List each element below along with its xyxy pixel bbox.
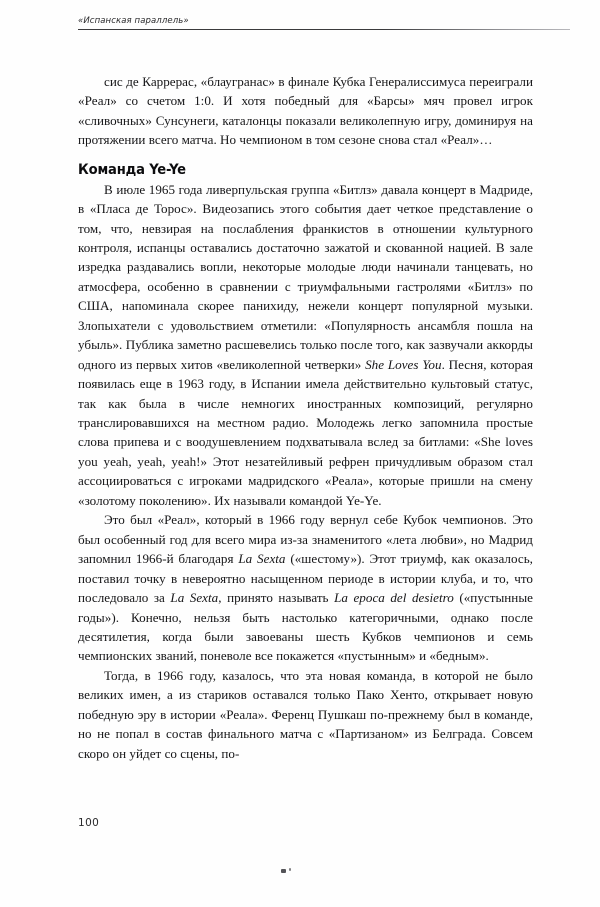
paragraph-beatles-concert [78, 180, 533, 511]
term-la-epoca-del-desierto: La epoca del desietro [334, 590, 454, 606]
page-text-block [78, 72, 533, 763]
scan-artifact-speck-secondary [289, 868, 291, 871]
term-la-sexta: La Sexta [238, 551, 286, 567]
paragraph-text-part: («пустынные годы»). Конечно, нельзя быть настолько категоричными, однако после десятилетия, когда были завоеваны шесть Кубков чемпионов и семь чемпионских званий, поневоле все покажется «пустынным» и «бедным». [78, 590, 533, 664]
song-title-she-loves-you: She Loves You [365, 356, 442, 372]
term-la-sexta-second: La Sexta [170, 590, 219, 606]
paragraph-la-sexta [78, 510, 533, 666]
paragraph-text-part: В июле 1965 года ливерпульская группа «Битлз» давала концерт в Мадриде, в «Пласа де Торос». Видеозапись этого события дает четкое представление о том, что, невзирая на послабления франкистов в отношении культурного контроля, испанцы оставались достаточно зажатой и скованной нацией. В зале изредка раздавались вопли, некоторые молодые люди начинали танцевать, но атмосфера, особенно в сравнении с триумфальными гастролями «Битлз» по США, напоминала скорее панихиду, нежели концерт популярной музыки. Злопыхатели с удовольствием отметили: «Популярность ансамбля пошла на убыль». Публика заметно расшевелись только после того, как зазвучали аккорды одного из первых хитов «великолепной четверки» [78, 181, 533, 372]
running-header [78, 16, 570, 30]
running-header-title: «Испанская параллель» [78, 16, 189, 26]
page-number: 100 [78, 817, 100, 829]
running-header-rule [78, 29, 570, 30]
paragraph-new-era: Тогда, в 1966 году, казалось, что эта новая команда, в которой не было великих имен, а из стариков оставался только Пако Хенто, открывает новую победную эру в истории «Реала». Ференц Пушкаш по-прежнему был в команде, но не попал в состав финального матча с «Партизаном» из Белграда. Совсем скоро он уйдет со сцены, по- [78, 667, 533, 761]
paragraph-text-part: («шестому»). Этот триумф, как оказалось, поставил точку в невероятно насыщенном периоде в истории клуба, и то, что последовало за [78, 551, 533, 606]
section-heading: Команда Ye-Ye [78, 160, 186, 178]
scan-artifact-speck [281, 869, 286, 873]
paragraph-continued: сис де Каррерас, «блаугранас» в финале Кубка Генералиссимуса переиграли «Реал» со счетом 1:0. И хотя победный для «Барсы» мяч провел игрок «сливочных» Сунсунеги, каталонцы показали великолепную игру, доминируя на протяжении всего матча. Но чемпионом в том сезоне снова стал «Реал»… [78, 74, 533, 148]
paragraph-text-part: Это был «Реал», который в 1966 году вернул себе Кубок чемпионов. Это был особенный год для всего мира из-за знаменитого «лета любви», но Мадрид запомнил 1966-й благодаря [78, 512, 533, 567]
paragraph-text-part: . Песня, которая появилась еще в 1963 году, в Испании имела действительно культовый статус, так как была в числе немногих иностранных композиций, регулярно транслировавшихся на местном радио. Молодежь легко запомнила простые слова припева и с воодушевлением подхватывала вслед за битлами: «She loves you yeah, yeah, yeah!» Этот незатейливый рефрен причудливым образом стал ассоциироваться с игроками мадридского «Реала», которые пришли на смену «золотому поколению». Их называли командой Ye-Ye. [78, 356, 533, 508]
paragraph-text-part: , принято называть [218, 590, 335, 606]
